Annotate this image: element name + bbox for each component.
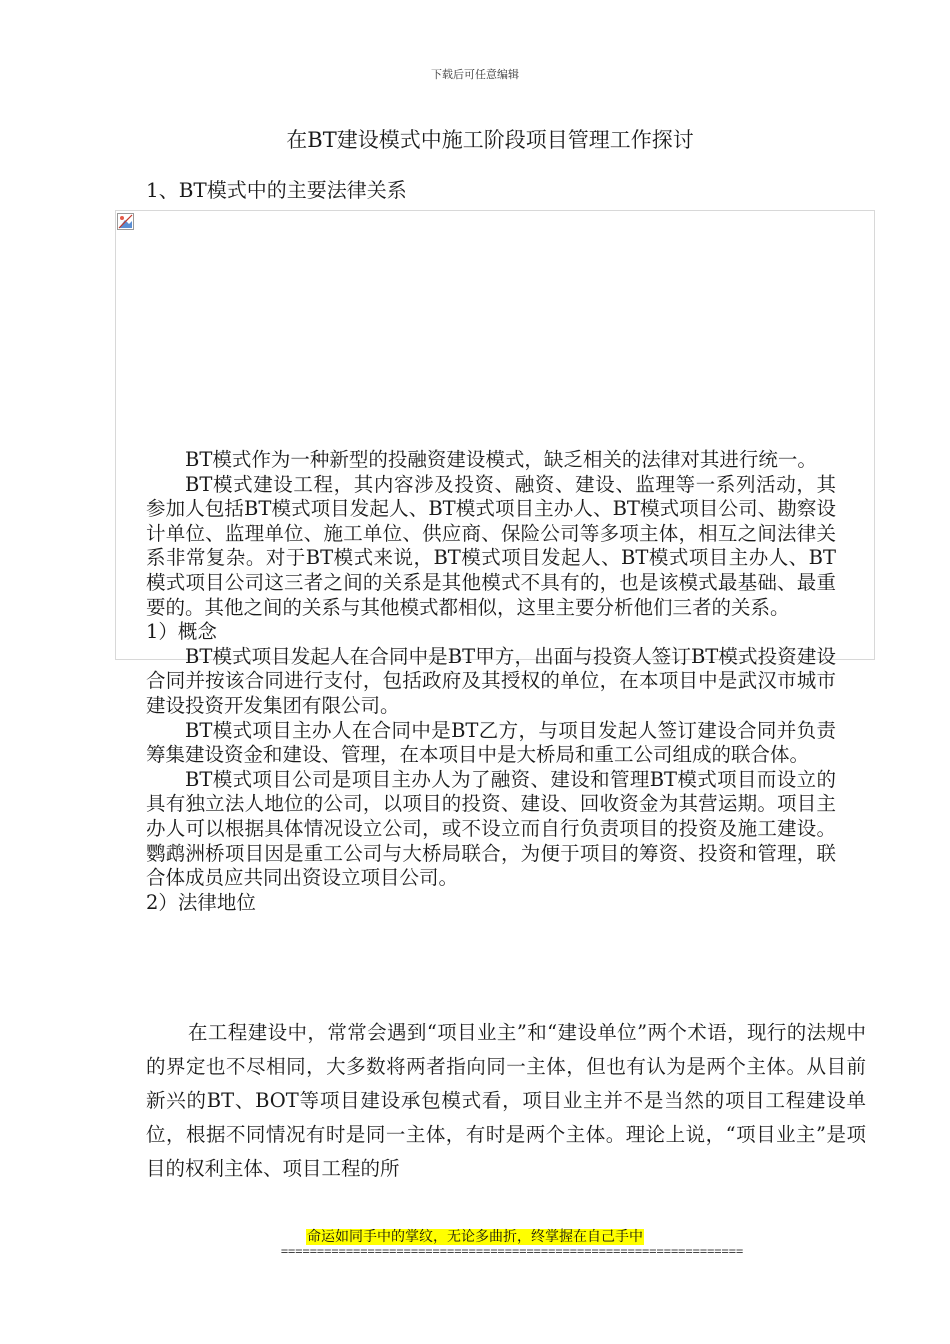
footer-slogan [0,1226,950,1246]
broken-image-icon [117,213,134,230]
footer-rule: ================================================================ [280,1244,744,1258]
body-text-upper [146,448,836,915]
subheading: 1）概念 [146,620,217,644]
footer-slogan-text: 命运如同手中的掌纹，无论多曲折，终掌握在自己手中 [307,1229,643,1245]
paragraph: BT模式项目发起人在合同中是BT甲方，出面与投资人签订BT模式投资建设合同并按该合同进行支付，包括政府及其授权的单位，在本项目中是武汉市城市建设投资开发集团有限公司。 [146,644,836,717]
paragraph: BT模式建设工程，其内容涉及投资、融资、建设、监理等一系列活动，其参加人包括BT模式项目发起人、BT模式项目主办人、BT模式项目公司、勘察设计单位、监理单位、施工单位、供应商、保险公司等多项主体，相互之间法律关系非常复杂。对于BT模式来说，BT模式项目发起人、BT模式项目主办人、BT模式项目公司这三者之间的关系是其他模式不具有的，也是该模式最基础、最重要的。其他之间的关系与其他模式都相似，这里主要分析他们三者的关系。 [146,472,836,619]
paragraph: 在工程建设中，常常会遇到“项目业主”和“建设单位”两个术语，现行的法规中的界定也不尽相同，大多数将两者指向同一主体，但也有认为是两个主体。从目前新兴的BT、BOT等项目建设承包模式看，项目业主并不是当然的项目工程建设单位，根据不同情况有时是同一主体，有时是两个主体。理论上说，“项目业主”是项目的权利主体、项目工程的所 [146,1021,866,1180]
subheading: 2）法律地位 [146,890,256,914]
paragraph: BT模式项目主办人在合同中是BT乙方，与项目发起人签订建设合同并负责筹集建设资金和建设、管理，在本项目中是大桥局和重工公司组成的联合体。 [146,718,836,767]
paragraph: BT模式作为一种新型的投融资建设模式，缺乏相关的法律对其进行统一。 [185,448,817,471]
page-header-note: 下载后可任意编辑 [431,68,519,81]
document-title: 在BT建设模式中施工阶段项目管理工作探讨 [286,128,694,152]
body-text-lower [146,1016,866,1186]
section-heading: 1、BT模式中的主要法律关系 [146,178,407,202]
paragraph: BT模式项目公司是项目主办人为了融资、建设和管理BT模式项目而设立的具有独立法人地位的公司，以项目的投资、建设、回收资金为其营运期。项目主办人可以根据具体情况设立公司，或不设立而自行负责项目的投资及施工建设。鹦鹉洲桥项目因是重工公司与大桥局联合，为便于项目的筹资、投资和管理，联合体成员应共同出资设立项目公司。 [146,767,836,890]
